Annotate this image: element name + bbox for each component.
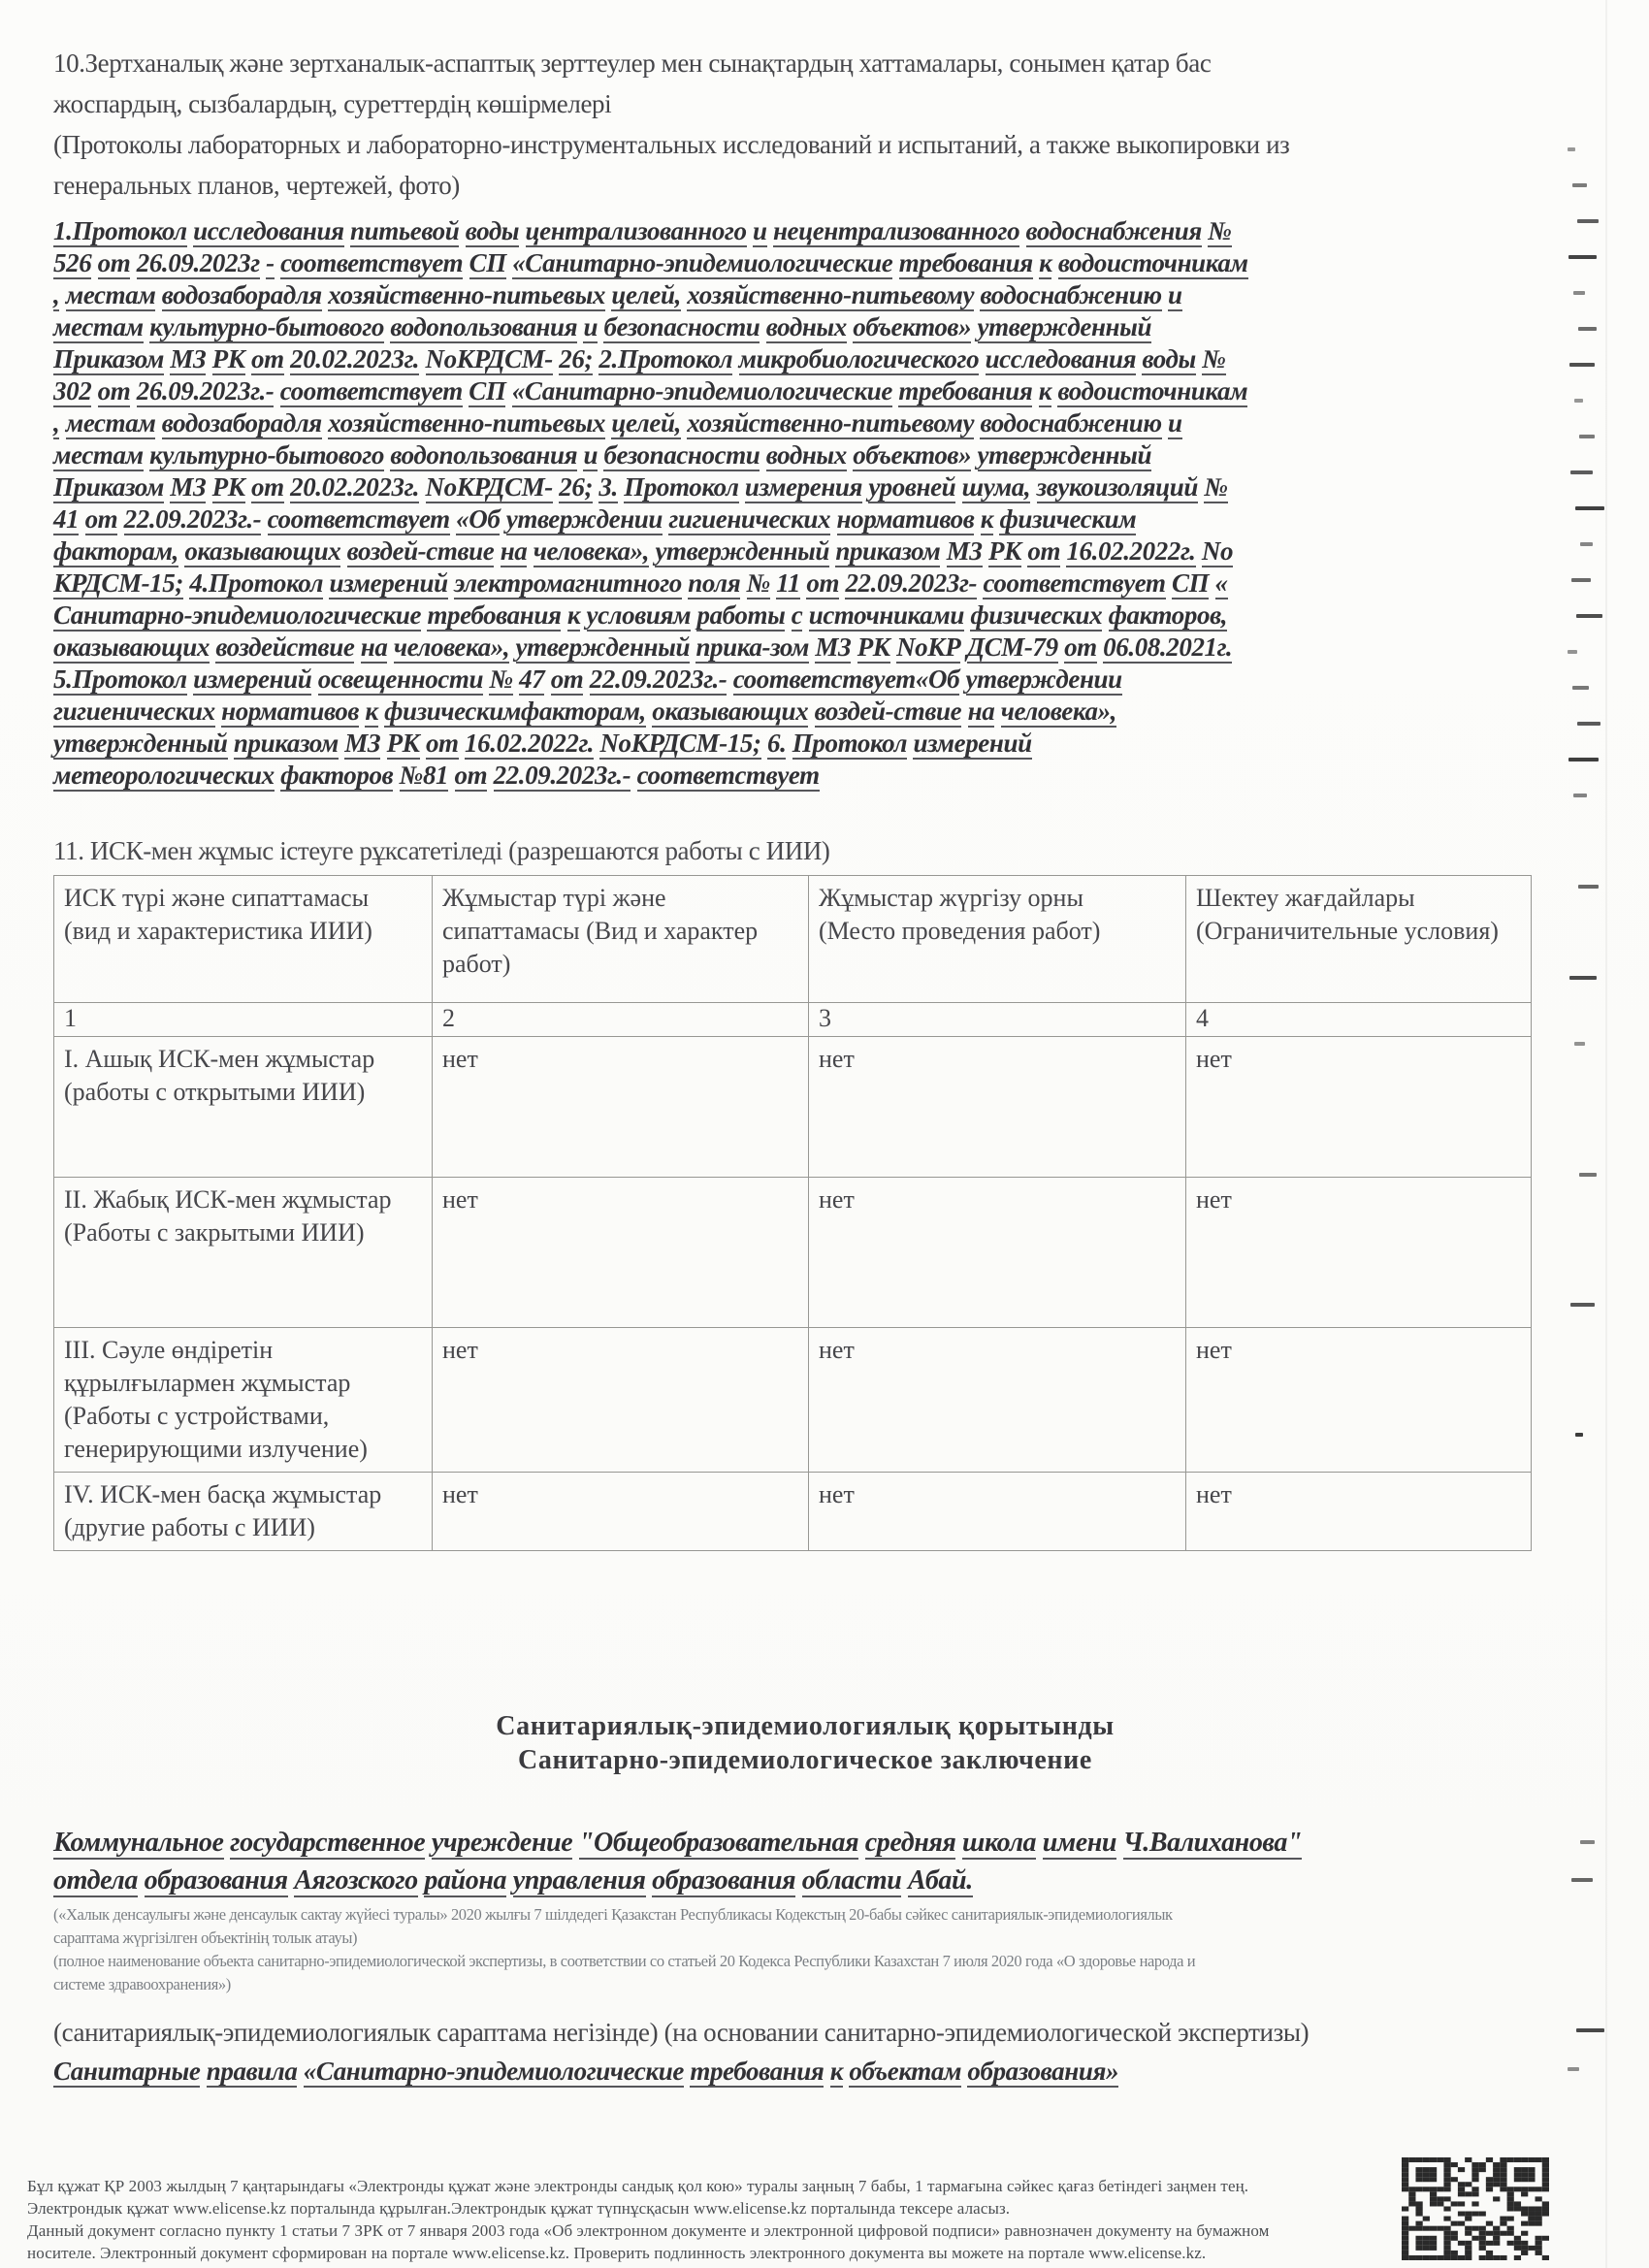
text-line: КРДСМ-15; 4.Протокол измерений электромагнитного поля № 11 от 22.09.2023г- соответствует СП « [53, 568, 1228, 598]
table-cell-limits: нет [1186, 1328, 1532, 1473]
scan-artifact [1569, 976, 1597, 980]
text-line: 10.Зертханалық және зертханалык-аспаптық зерттеулер мен сынақтардың хаттамалары, сонымен қатар бас [53, 49, 1212, 78]
table-index-cell: 2 [433, 1003, 809, 1037]
text-line: местам культурно-бытового водопользования и безопасности водных объектов» утвержденный [53, 440, 1152, 470]
table-index-cell: 4 [1186, 1003, 1532, 1037]
scan-artifact [1568, 758, 1599, 761]
text-line: утвержденный приказом МЗ РК от 16.02.2022г. NoКРДСМ-15; 6. Протокол измерений [53, 729, 1032, 758]
scan-artifact [1568, 650, 1577, 654]
table-cell-works: нет [433, 1328, 809, 1473]
scan-artifact [1577, 219, 1599, 223]
table-cell-type: II. Жабық ИСК-мен жұмыстар (Работы с закрытыми ИИИ) [54, 1178, 433, 1328]
text-line: Санитарно-эпидемиологические требования к условиям работы с источниками физических факторов, [53, 600, 1228, 630]
text-line: 5.Протокол измерений освещенности № 47 от 22.09.2023г.- соответствует«Об утверждении [53, 664, 1122, 694]
text-line: системе здравоохранения») [53, 1975, 231, 1993]
table-cell-type: III. Сәуле өндіретін құрылғылармен жұмыстар (Работы с устройствами, генерирующими излучение) [54, 1328, 433, 1473]
table-header-cell: Жұмыстар жүргізу орны (Место проведения работ) [809, 876, 1186, 1003]
table-header-cell: ИСК түрі және сипаттамасы (вид и характеристика ИИИ) [54, 876, 433, 1003]
text-line: Бұл құжат ҚР 2003 жылдың 7 қаңтарындағы «Электронды құжат және электронды сандық қол кою» туралы заңның 7 бабы, 1 тармағына сәйкес қағаз бетіндегі заңмен тең. [27, 2177, 1249, 2195]
scan-artifact [1580, 1840, 1595, 1844]
text-line: 1.Протокол исследования питьевой воды централизованного и нецентрализованного водоснабжения № [53, 216, 1232, 245]
permitted-works-table [53, 875, 1532, 1551]
text-line: (Протоколы лабораторных и лабораторно-инструментальных исследований и испытаний, а также выкопировки из [53, 130, 1290, 159]
sanitary-rules-line: Санитарные правила «Санитарно-эпидемиологические требования к объектам образования» [53, 2057, 1119, 2086]
table-row [54, 1328, 1532, 1473]
table-cell-type: IV. ИСК-мен басқа жұмыстар (другие работы с ИИИ) [54, 1473, 433, 1551]
table-cell-place: нет [809, 1473, 1186, 1551]
scan-artifact [1570, 470, 1593, 474]
text-line: (полное наименование объекта санитарно-эпидемиологической экспертизы, в соответствии со статьей 20 Кодекса Республики Казахстан 7 июля 2020 года «О здоровье народа и [53, 1952, 1196, 1970]
text-line: отдела образования Аягозского района управления образования области Абай. [53, 1865, 973, 1895]
text-line: («Халык денсаулығы және денсаулык сактау жүйесі туралы» 2020 жылғы 7 шілдедегі Қазакстан Республикасы Кодекстың 20-бабы сәйкес санитариялык-эпидемиологиялык [53, 1905, 1173, 1924]
text-line: , местам водозаборадля хозяйственно-питьевых целей, хозяйственно-питьевому водоснабжению и [53, 408, 1182, 437]
text-line: Коммунальное государственное учреждение "Общеобразовательная средняя школа имени Ч.Валиханова" [53, 1828, 1303, 1858]
table-row [54, 1178, 1532, 1328]
table-cell-works: нет [433, 1473, 809, 1551]
scan-artifact [1580, 542, 1593, 546]
conclusion-titles [0, 1709, 1610, 1777]
object-name [53, 1824, 1302, 1899]
scan-artifact [1569, 363, 1595, 367]
text-line: Данный документ согласно пункту 1 статьи 7 ЗРК от 7 января 2003 года «Об электронном документе и электронной цифровой подписи» равнозначен документу на бумажном [27, 2221, 1270, 2240]
conclusion-title-kk: Санитариялық-эпидемиологиялық қорытынды [496, 1711, 1115, 1741]
table-row [54, 1473, 1532, 1551]
text-line: Приказом МЗ РК от 20.02.2023г. NoКРДСМ- 26; 2.Протокол микробиологического исследования воды № [53, 344, 1226, 373]
scan-artifact [1568, 255, 1597, 259]
scan-artifact [1573, 794, 1587, 797]
text-line: , местам водозаборадля хозяйственно-питьевых целей, хозяйственно-питьевому водоснабжению и [53, 280, 1182, 309]
text-line: носителе. Электронный документ сформирован на портале www.elicense.kz. Проверить подлинность электронного документа вы можете на портале www.elicense.kz. [27, 2244, 1207, 2262]
section-10-paragraph [53, 43, 1289, 206]
table-index-row [54, 1003, 1532, 1037]
text-line: Электрондык құжат www.elicense.kz порталында құрылған.Электрондык құжат түпнұсқасын www.elicense.kz порталында тексере аласыз. [27, 2199, 1011, 2218]
text-line: жоспардың, сызбалардың, суреттердің көшірмелері [53, 89, 612, 118]
table-index-cell: 1 [54, 1003, 433, 1037]
text-line: Приказом МЗ РК от 20.02.2023г. NoКРДСМ- 26; 3. Протокол измерения уровней шума, звукоизоляций № [53, 472, 1228, 502]
legal-footer [27, 2175, 1270, 2264]
conclusion-title-ru: Санитарно-эпидемиологическое заключение [518, 1745, 1092, 1775]
table-header-cell: Шектеу жағдайлары (Ограничительные условия) [1186, 876, 1532, 1003]
scan-artifact [1571, 578, 1591, 582]
text-line: факторам, оказывающих воздей-ствие на человека», утвержденный приказом МЗ РК от 16.02.2022г. No [53, 536, 1234, 566]
text-line: метеорологических факторов №81 от 22.09.2023г.- соответствует [53, 761, 820, 790]
scan-artifact [1578, 327, 1597, 331]
table-cell-limits: нет [1186, 1037, 1532, 1178]
table-cell-limits: нет [1186, 1178, 1532, 1328]
text-line: 41 от 22.09.2023г.- соответствует «Об утверждении гигиенических нормативов к физическим [53, 504, 1137, 534]
scan-artifact [1574, 1042, 1585, 1046]
basis-line: (санитариялық-эпидемиологиялык сараптама негізінде) (на основании санитарно-эпидемиологической экспертизы) [53, 2018, 1310, 2047]
table-cell-limits: нет [1186, 1473, 1532, 1551]
scan-artifact [1577, 722, 1600, 726]
scan-artifact [1571, 1878, 1593, 1882]
table-header-row [54, 876, 1532, 1003]
scan-artifact [1570, 1303, 1595, 1307]
protocols-list [53, 215, 1248, 792]
scan-artifact [1575, 1433, 1583, 1437]
table-cell-place: нет [809, 1037, 1186, 1178]
scan-artifact [1572, 183, 1587, 187]
scan-artifact [1578, 885, 1599, 889]
qr-code [1402, 2157, 1549, 2260]
scan-artifact [1574, 399, 1583, 403]
table-body [54, 1037, 1532, 1551]
table-cell-works: нет [433, 1178, 809, 1328]
scan-artifact [1575, 506, 1604, 510]
table-index-cell: 3 [809, 1003, 1186, 1037]
scan-artifact [1576, 614, 1602, 618]
object-note [53, 1903, 1195, 1996]
table-cell-place: нет [809, 1178, 1186, 1328]
scan-artifact [1568, 2067, 1579, 2071]
table-cell-works: нет [433, 1037, 809, 1178]
section-11-heading: 11. ИСК-мен жұмыс істеуге рұксатетіледі (разрешаются работы с ИИИ) [53, 836, 830, 865]
scan-artifact [1579, 435, 1595, 438]
table-cell-place: нет [809, 1328, 1186, 1473]
text-line: оказывающих воздействие на человека», утвержденный прика-зом МЗ РК NoКР ДСМ-79 от 06.08.2021г. [53, 632, 1233, 662]
text-line: местам культурно-бытового водопользования и безопасности водных объектов» утвержденный [53, 312, 1152, 341]
scan-artifact [1568, 147, 1575, 151]
text-line: гигиенических нормативов к физическимфакторам, оказывающих воздей-ствие на человека», [53, 697, 1117, 726]
scan-artifact [1579, 1173, 1597, 1177]
table-header [54, 876, 1532, 1003]
scan-artifact [1572, 686, 1589, 690]
table-cell-type: I. Ашық ИСК-мен жұмыстар (работы с открытыми ИИИ) [54, 1037, 433, 1178]
text-line: 302 от 26.09.2023г.- соответствует СП «Санитарно-эпидемиологические требования к водоисточникам [53, 376, 1248, 405]
text-line: сараптама жүргізілген объектінің толык атауы) [53, 1928, 358, 1947]
text-line: генеральных планов, чертежей, фото) [53, 171, 460, 200]
qr-code-pattern [1402, 2157, 1549, 2260]
text-line: 526 от 26.09.2023г - соответствует СП «Санитарно-эпидемиологические требования к водоисточникам [53, 248, 1248, 277]
scan-edge-line [1605, 0, 1607, 2268]
table-header-cell: Жұмыстар түрі және сипаттамасы (Вид и характер работ) [433, 876, 809, 1003]
table-row [54, 1037, 1532, 1178]
scan-artifact [1576, 2028, 1604, 2032]
scan-artifact [1573, 291, 1585, 295]
permitted-works-table-wrap [53, 875, 1532, 1551]
